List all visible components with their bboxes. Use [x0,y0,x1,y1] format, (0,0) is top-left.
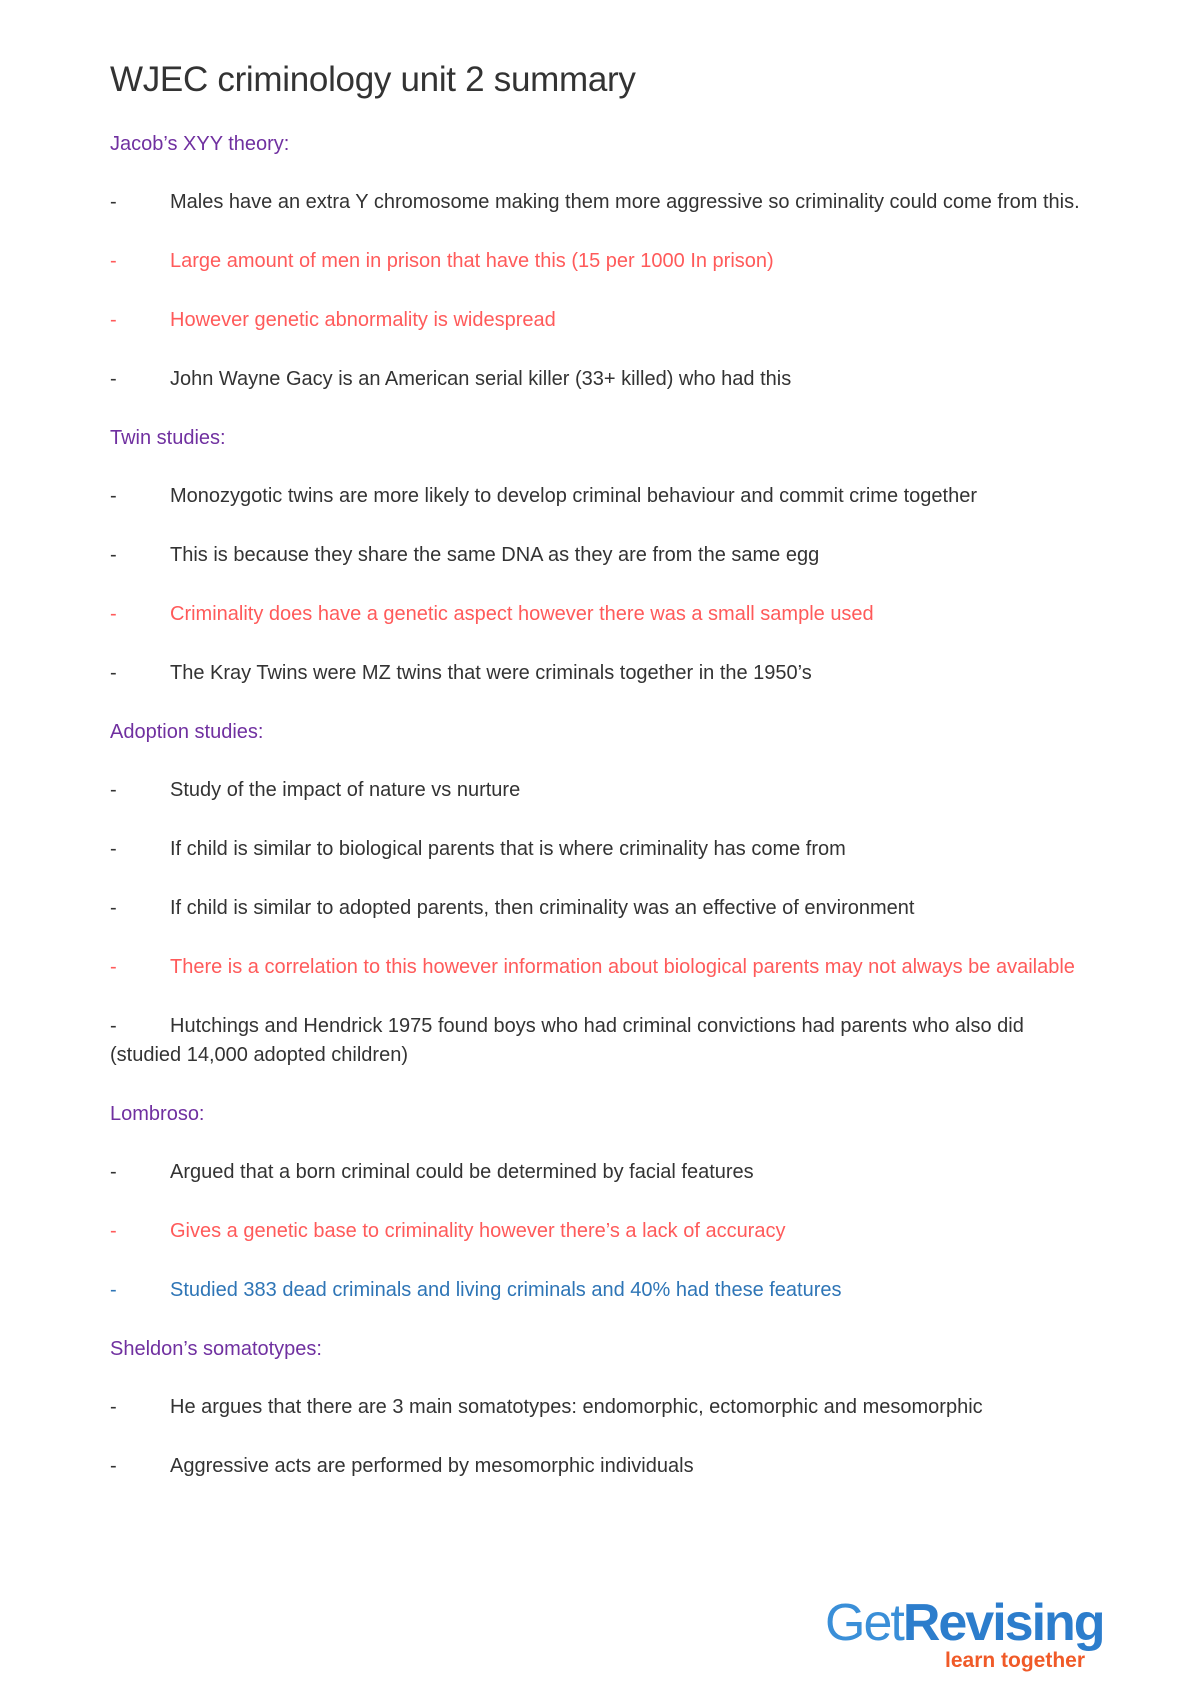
section-heading: Twin studies: [110,427,226,449]
bullet-dash: - [110,485,117,507]
logo-wordmark [825,1595,1125,1651]
list-item-text: There is a correlation to this however information about biological parents may not always be available [170,956,1075,978]
list-item-text: Males have an extra Y chromosome making them more aggressive so criminality could come from this. [170,191,1080,213]
bullet-dash: - [110,956,117,978]
list-item [110,1276,1090,1305]
list-item [110,835,1090,864]
bullet-dash: - [110,779,117,801]
list-item [110,247,1090,276]
list-item [110,776,1090,805]
list-item [110,894,1090,923]
document-page [110,58,1090,1511]
list-item-text: Monozygotic twins are more likely to develop criminal behaviour and commit crime together [170,485,978,507]
logo-tagline: learn together [945,1649,1086,1672]
list-item [110,188,1090,217]
section-heading: Adoption studies: [110,721,264,743]
list-item-text: Large amount of men in prison that have this (15 per 1000 In prison) [170,250,774,272]
bullet-dash: - [110,662,117,684]
bullet-dash: - [110,1015,117,1037]
list-item-text: Aggressive acts are performed by mesomorphic individuals [170,1455,694,1477]
list-item [110,541,1090,570]
list-item-text: Criminality does have a genetic aspect however there was a small sample used [170,603,874,625]
document-body [110,130,1090,1481]
bullet-dash: - [110,838,117,860]
list-item [110,306,1090,335]
bullet-dash: - [110,250,117,272]
list-item-text: Gives a genetic base to criminality however there’s a lack of accuracy [170,1220,786,1242]
bullet-dash: - [110,1161,117,1183]
list-item-text: If child is similar to biological parents that is where criminality has come from [170,838,846,860]
document-title: WJEC criminology unit 2 summary [110,60,636,99]
logo-part-revising: Revising [902,1594,1104,1652]
list-item-text: This is because they share the same DNA as they are from the same egg [170,544,820,566]
list-item [110,1012,1090,1070]
list-item [110,1393,1090,1422]
list-item-text: Argued that a born criminal could be determined by facial features [170,1161,754,1183]
bullet-dash: - [110,1396,117,1418]
logo-part-get: Get [825,1594,903,1652]
bullet-dash: - [110,603,117,625]
bullet-dash: - [110,897,117,919]
list-item-text: However genetic abnormality is widespread [170,309,556,331]
list-item-text: The Kray Twins were MZ twins that were criminals together in the 1950’s [170,662,812,684]
list-item [110,1452,1090,1481]
section-heading: Sheldon’s somatotypes: [110,1338,322,1360]
list-item-text: Studied 383 dead criminals and living criminals and 40% had these features [170,1279,842,1301]
list-item-text: If child is similar to adopted parents, then criminality was an effective of environment [170,897,915,919]
list-item-text: John Wayne Gacy is an American serial killer (33+ killed) who had this [170,368,792,390]
bullet-dash: - [110,309,117,331]
list-item [110,600,1090,629]
list-item [110,1158,1090,1187]
list-item-text: Study of the impact of nature vs nurture [170,779,521,801]
list-item-text: He argues that there are 3 main somatotypes: endomorphic, ectomorphic and mesomorphic [170,1396,983,1418]
list-item [110,365,1090,394]
bullet-dash: - [110,368,117,390]
section-heading: Lombroso: [110,1103,205,1125]
getrevising-logo[interactable] [825,1595,1125,1685]
bullet-dash: - [110,1279,117,1301]
list-item [110,953,1090,982]
list-item [110,1217,1090,1246]
bullet-dash: - [110,191,117,213]
bullet-dash: - [110,1455,117,1477]
list-item [110,482,1090,511]
section-heading: Jacob’s XYY theory: [110,133,290,155]
bullet-dash: - [110,544,117,566]
list-item [110,659,1090,688]
list-item-text: Hutchings and Hendrick 1975 found boys who had criminal convictions had parents who also did (studied 14,000 adopted children) [110,1015,1024,1066]
bullet-dash: - [110,1220,117,1242]
